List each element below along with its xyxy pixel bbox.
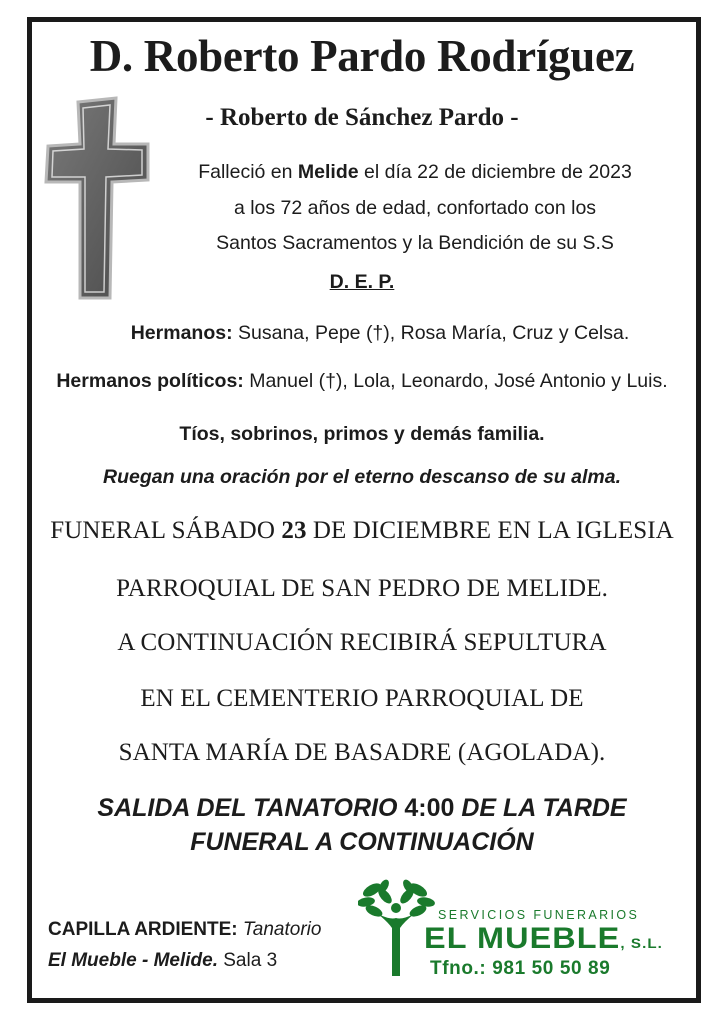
deceased-alias: - Roberto de Sánchez Pardo - (205, 104, 519, 131)
funeral-line-4: EN EL CEMENTERIO PARROQUIAL DE (140, 685, 584, 712)
departure-line-1 (0, 794, 724, 823)
inlaws-line (0, 370, 724, 393)
departure-text: DE LA TARDE (454, 794, 627, 822)
chapel-room: Sala 3 (217, 950, 278, 971)
siblings-list: Susana, Pepe (†), Rosa María, Cruz y Celsa. (232, 322, 630, 344)
deceased-name: D. Roberto Pardo Rodríguez (89, 31, 635, 81)
obituary-line-1 (150, 161, 680, 184)
chapel-place: Tanatorio (237, 919, 322, 940)
chapel-place: El Mueble - Melide. (48, 950, 218, 971)
logo-services-text: SERVICIOS FUNERARIOS (438, 908, 640, 922)
siblings-line (0, 322, 724, 345)
departure-time: 4:00 (404, 794, 455, 822)
relatives-line: Tíos, sobrinos, primos y demás familia. (179, 423, 545, 445)
chapel-line-1 (48, 919, 321, 941)
logo-brand-text (424, 922, 663, 956)
funeral-text: DE DICIEMBRE EN LA IGLESIA (306, 517, 674, 544)
departure-text: SALIDA DEL TANATORIO (97, 794, 405, 822)
obituary-text: Falleció en (198, 161, 298, 183)
funeral-services-logo (358, 878, 688, 988)
funeral-text: FUNERAL SÁBADO (50, 517, 282, 544)
prayer-line: Ruegan una oración por el eterno descanso de su alma. (103, 466, 621, 488)
funeral-line-3: A CONTINUACIÓN RECIBIRÁ SEPULTURA (117, 629, 607, 656)
chapel-line-2 (48, 950, 277, 972)
logo-brand-name: EL MUEBLE (424, 922, 621, 955)
chapel-label: CAPILLA ARDIENTE: (48, 919, 238, 940)
rip-abbreviation: D. E. P. (329, 271, 395, 293)
place-of-death: Melide (297, 161, 359, 183)
logo-phone: Tfno.: 981 50 50 89 (430, 958, 611, 979)
funeral-line-1 (0, 517, 724, 545)
siblings-label: Hermanos: (130, 322, 233, 344)
funeral-line-2: PARROQUIAL DE SAN PEDRO DE MELIDE. (116, 575, 608, 602)
funeral-day: 23 (281, 517, 307, 544)
obituary-text: el día 22 de diciembre de 2023 (358, 161, 632, 183)
logo-brand-suffix: , S.L. (620, 935, 663, 951)
funeral-line-5: SANTA MARÍA DE BASADRE (AGOLADA). (118, 739, 606, 766)
obituary-line-2: a los 72 años de edad, confortado con los (233, 197, 597, 219)
inlaws-list: Manuel (†), Lola, Leonardo, José Antonio y Luis. (243, 370, 668, 392)
obituary-line-3: Santos Sacramentos y la Bendición de su S.S (216, 232, 614, 254)
departure-line-2: FUNERAL A CONTINUACIÓN (190, 828, 534, 856)
inlaws-label: Hermanos políticos: (56, 370, 244, 392)
